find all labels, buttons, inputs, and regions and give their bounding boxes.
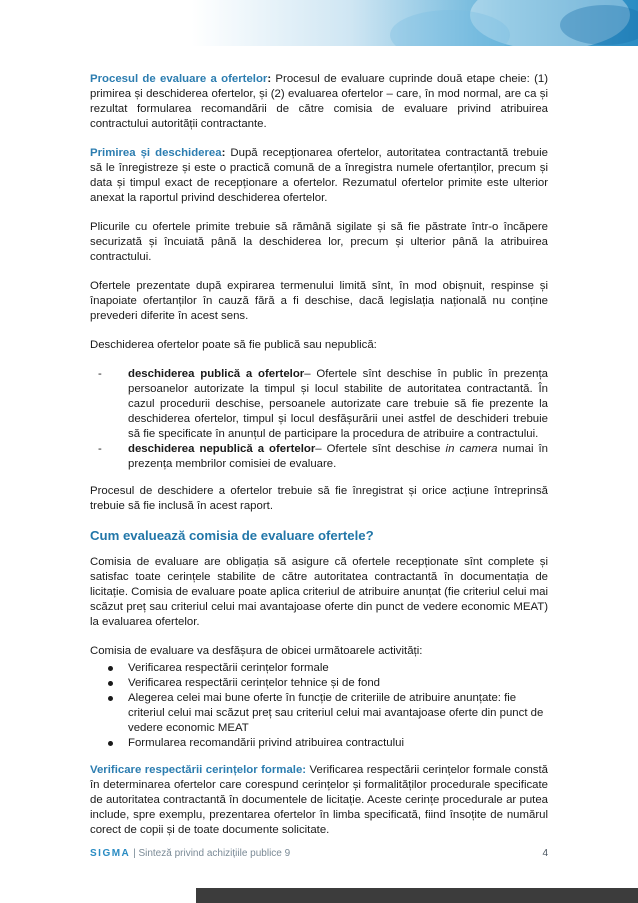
page-footer: [90, 848, 548, 859]
list-item: - deschiderea publică a ofertelor– Ofertele sînt deschise în public în prezența persoanelor autorizate la timpul și locul stabilite de autoritatea contractantă. În cazul procedurii deschise, persoanele autorizate care trebuie să fie prezente la deschiderea ofertelor, timpul și locul desfășurării unei astfel de deschideri trebuie să fie specificate în anunțul de participare la procedura de atribuire a contractului.: [98, 368, 548, 440]
paragraph-lead: Procesul de evaluare a ofertelor: [90, 73, 268, 85]
bullet-icon: [108, 666, 113, 671]
paragraph-lead: Primirea și deschiderea: [90, 147, 222, 159]
brand-logo-text: SIGMA: [90, 848, 131, 859]
paragraph-opening-types: Deschiderea ofertelor poate să fie publică sau nepublică:: [90, 339, 377, 351]
footer-separator: |: [133, 848, 136, 859]
bottom-bar: [196, 888, 638, 903]
bullet-icon: [108, 681, 113, 686]
paragraph-receipt-opening: Primirea și deschiderea: După recepționarea ofertelor, autoritatea contractantă trebuie să le înregistreze și este o practică comună de a înregistra numele ofertanților, precum și data și timpul exact de recepționare a ofertelor. Rezumatul ofertelor primite este ulterior anexat la raportul privind deschiderea ofertelor.: [90, 147, 548, 204]
document-body: [90, 72, 548, 852]
bullet-icon: [108, 741, 113, 746]
paragraph-lead: Verificare respectării cerințelor formale:: [90, 764, 307, 776]
footer-title: Sinteză privind achizițiile publice 9: [138, 848, 291, 859]
paragraph-formal-requirements: Verificare respectării cerințelor formale: Verificarea respectării cerințelor formale constă în determinarea ofertelor care corespund cerințelor și formalităților procedurale specificate de autoritatea contractantă în documentele de licitație. Aceste cerințe procedurale ar putea include, spre exemplu, prezentarea ofertelor în limba specificată, fiind însoțite de numărul corect de copii și de toate documente solicitate.: [90, 764, 548, 836]
bullet-icon: [108, 696, 113, 701]
paragraph-activities-intro: Comisia de evaluare va desfășura de obicei următoarele activități:: [90, 645, 423, 657]
page-number: 4: [542, 848, 548, 859]
opening-types-list: [90, 367, 548, 472]
list-item: Formularea recomandării privind atribuirea contractului: [106, 736, 548, 751]
paragraph-recording: Procesul de deschidere a ofertelor trebuie să fie înregistrat și orice acțiune întreprinsă trebuie să fie inclusă în acest raport.: [90, 485, 548, 512]
list-item: Verificarea respectării cerințelor tehnice și de fond: [106, 676, 548, 691]
paragraph-late-offers: Ofertele prezentate după expirarea termenului limită sînt, în mod obișnuit, respinse și înapoiate ofertanților în cauză fără a fi deschise, dacă legislația națională nu conține prevederi diferite în acest sens.: [90, 280, 548, 322]
list-item: Alegerea celei mai bune oferte în funcție de criteriile de atribuire anunțate: fie criteriul celui mai scăzut preț sau criteriul celui mai avantajoase oferte din punct de vedere economic MEAT: [106, 691, 548, 736]
paragraph-envelopes: Plicurile cu ofertele primite trebuie să rămână sigilate și să fie păstrate într-o încăpere securizată și încuiată până la deschiderea lor, precum și ulterior până la atribuirea contractului.: [90, 221, 548, 263]
activities-list: [90, 661, 548, 751]
section-heading: Cum evaluează comisia de evaluare ofertele?: [90, 528, 374, 543]
list-item: Verificarea respectării cerințelor formale: [106, 661, 548, 676]
paragraph-evaluation-process: Procesul de evaluare a ofertelor: Procesul de evaluare cuprinde două etape cheie: (1) primirea și deschiderea ofertelor, și (2) evaluarea ofertelor – care, în mod normal, are ca și rezultat formularea recomandării de către comisia de evaluare privind atribuirea contractului autorității contractante.: [90, 73, 548, 130]
header-banner: [0, 0, 638, 46]
list-item: - deschiderea nepublică a ofertelor– Ofertele sînt deschise in camera numai în prezența membrilor comisiei de evaluare.: [98, 443, 548, 470]
paragraph-committee-obligation: Comisia de evaluare are obligația să asigure că ofertele recepționate sînt complete și satisfac toate cerințele stabilite de către autoritatea contractantă în documentația de licitație. Comisia de evaluare poate aplica criteriul de atribuire anunțat (fie criteriul celui mai scăzut preț sau criteriul celui mai avantajoase oferte din punct de vedere economic MEAT) la evaluarea ofertelor.: [90, 556, 548, 628]
